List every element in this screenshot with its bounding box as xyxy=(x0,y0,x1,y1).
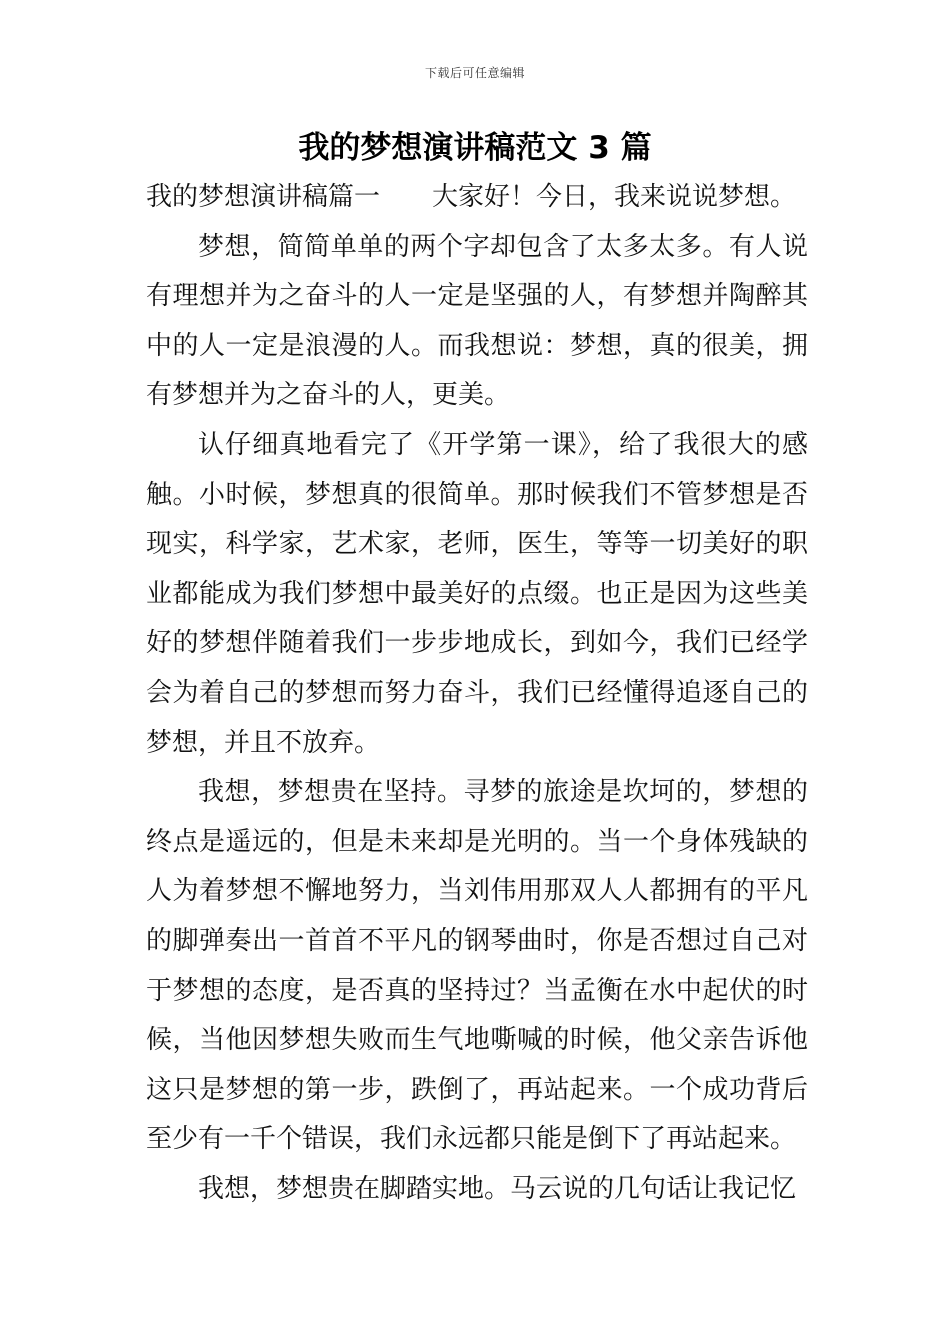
greeting-text: 大家好！今日，我来说说梦想。 xyxy=(432,182,797,212)
document-body xyxy=(146,173,808,1214)
body-paragraph-4: 我想，梦想贵在脚踏实地。马云说的几句话让我记忆 xyxy=(198,1173,797,1204)
header-note: 下载后可任意编辑 xyxy=(424,66,525,80)
lead-paragraph xyxy=(146,173,808,223)
body-paragraph-2: 认仔细真地看完了《开学第一课》，给了我很大的感触。小时候，梦想真的很简单。那时候我们不管梦想是否现实，科学家，艺术家，老师，医生，等等一切美好的职业都能成为我们梦想中最美好的点缀。也正是因为这些美好的梦想伴随着我们一步步地成长，到如今，我们已经学会为着自己的梦想而努力奋斗，我们已经懂得追逐自己的梦想，并且不放弃。 xyxy=(146,429,808,758)
document-title: 我的梦想演讲稿范文 3 篇 xyxy=(298,130,652,166)
body-paragraph-3: 我想，梦想贵在坚持。寻梦的旅途是坎坷的，梦想的终点是遥远的，但是未来却是光明的。当一个身体残缺的人为着梦想不懈地努力，当刘伟用那双人人都拥有的平凡的脚弹奏出一首首不平凡的钢琴曲时，你是否想过自己对于梦想的态度，是否真的坚持过？当孟衡在水中起伏的时候，当他因梦想失败而生气地嘶喊的时候，他父亲告诉他这只是梦想的第一步，跌倒了，再站起来。一个成功背后至少有一千个错误，我们永远都只能是倒下了再站起来。 xyxy=(146,777,808,1155)
body-paragraph-1: 梦想，简简单单的两个字却包含了太多太多。有人说有理想并为之奋斗的人一定是坚强的人，有梦想并陶醉其中的人一定是浪漫的人。而我想说：梦想，真的很美，拥有梦想并为之奋斗的人，更美。 xyxy=(146,231,808,411)
section-heading: 我的梦想演讲稿篇一 xyxy=(146,182,381,212)
